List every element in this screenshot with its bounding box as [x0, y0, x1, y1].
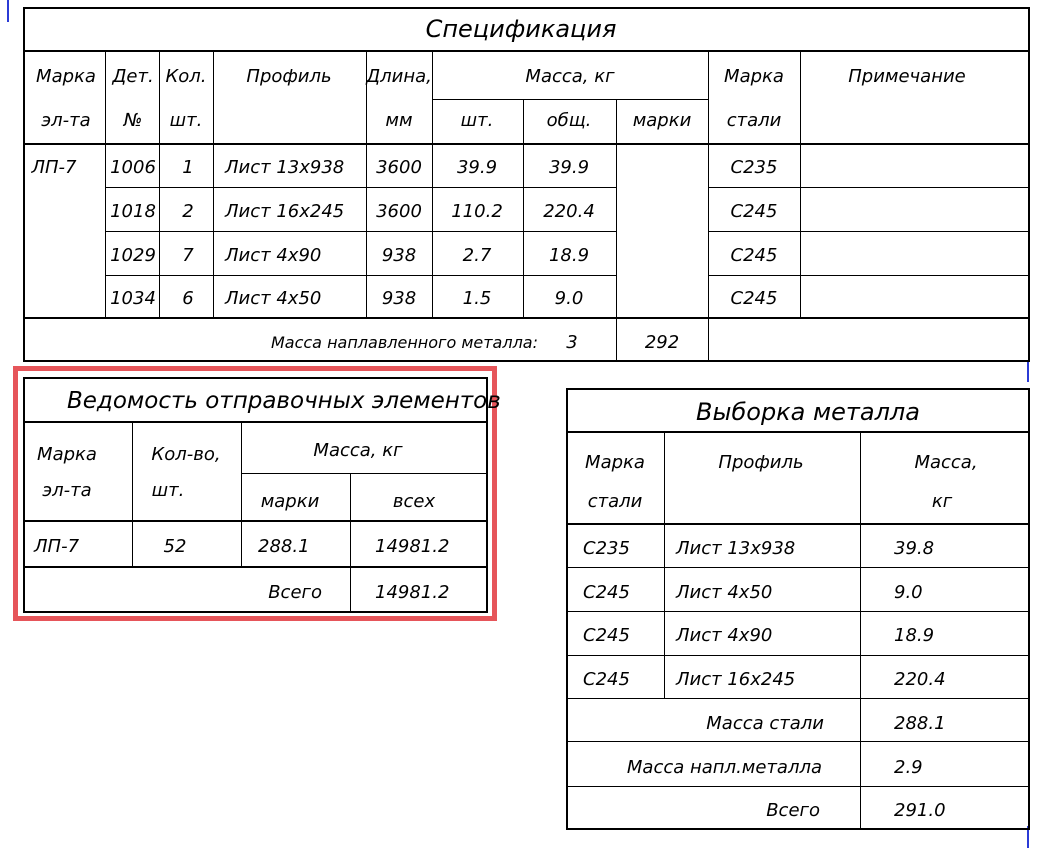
- spec-header-mass-total: общ.: [546, 110, 592, 131]
- spec-row-steel: С235: [730, 157, 778, 178]
- spec-row-profile: Лист 13х938: [225, 157, 345, 178]
- spec-header-note: Примечание: [848, 66, 966, 87]
- spec-row-steel: С245: [730, 288, 778, 309]
- spec-row-mass-total: 39.9: [548, 157, 590, 178]
- spec-row-mass-pc: 1.5: [462, 288, 492, 309]
- shipping-title: Ведомость отправочных элементов: [67, 388, 501, 414]
- spec-title: Спецификация: [425, 15, 617, 43]
- shipping-header-mass: Масса, кг: [313, 440, 403, 461]
- spec-header-mark-2: эл-та: [41, 110, 91, 131]
- shipping-header-qty-2: шт.: [151, 480, 185, 501]
- shipping-total-label: Всего: [268, 582, 322, 603]
- spec-row-mass-pc: 2.7: [462, 245, 492, 266]
- metal-steel-mass-label: Масса стали: [706, 713, 824, 734]
- spec-row-det: 1006: [110, 157, 156, 178]
- metal-weld-label: Масса напл.металла: [626, 757, 822, 778]
- shipping-row-mass-all: 14981.2: [375, 536, 450, 557]
- metal-row-profile: Лист 13х938: [676, 538, 796, 559]
- metal-header-steel-2: стали: [587, 491, 643, 512]
- spec-row-mass-total: 220.4: [543, 201, 595, 222]
- cad-marker-left: [7, 0, 9, 22]
- spec-row-qty: 2: [182, 201, 194, 222]
- metal-total-label: Всего: [766, 800, 820, 821]
- spec-row-mass-total: 9.0: [554, 288, 584, 309]
- metal-row-steel: С245: [583, 582, 630, 603]
- spec-mark: ЛП-7: [31, 157, 77, 178]
- spec-header-profile: Профиль: [246, 66, 332, 87]
- metal-row-mass: 220.4: [894, 669, 946, 690]
- metal-row-mass: 18.9: [894, 625, 935, 646]
- shipping-row-qty: 52: [163, 536, 187, 557]
- metal-row-profile: Лист 4х50: [676, 582, 773, 603]
- spec-weld-value: 3: [566, 332, 578, 353]
- spec-header-steel-2: стали: [726, 110, 782, 131]
- spec-header-length: Длина,: [366, 66, 432, 87]
- metal-header-mass: Масса,: [914, 452, 978, 473]
- spec-row-steel: С245: [730, 245, 778, 266]
- metal-title: Выборка металла: [696, 398, 920, 426]
- spec-row-length: 938: [381, 245, 417, 266]
- metal-row-profile: Лист 16х245: [676, 669, 796, 690]
- shipping-header-mark: Марка: [37, 444, 97, 465]
- spec-row-det: 1018: [110, 201, 156, 222]
- cad-marker-right-top: [1027, 360, 1029, 382]
- spec-header-mass-pc: шт.: [460, 110, 494, 131]
- metal-row-mass: 9.0: [894, 582, 923, 603]
- metal-steel-mass-value: 288.1: [894, 713, 946, 734]
- spec-header-qty-2: шт.: [169, 110, 203, 131]
- spec-row-profile: Лист 4х50: [225, 288, 322, 309]
- spec-header-length-2: мм: [385, 110, 413, 131]
- shipping-header-mass-all: всех: [392, 491, 436, 512]
- spec-row-mass-total: 18.9: [548, 245, 590, 266]
- spec-row-qty: 1: [182, 157, 194, 178]
- metal-header-profile: Профиль: [718, 452, 804, 473]
- metal-row-profile: Лист 4х90: [676, 625, 773, 646]
- metal-row-steel: С235: [583, 538, 630, 559]
- shipping-total-value: 14981.2: [375, 582, 450, 603]
- shipping-row-mark: ЛП-7: [34, 536, 80, 557]
- spec-row-profile: Лист 4х90: [225, 245, 322, 266]
- spec-weld-mark-total: 292: [644, 332, 680, 353]
- metal-row-steel: С245: [583, 669, 630, 690]
- shipping-header-mark-2: эл-та: [42, 480, 92, 501]
- metal-row-steel: С245: [583, 625, 630, 646]
- spec-header-mass: Масса, кг: [525, 66, 615, 87]
- spec-row-length: 3600: [376, 157, 422, 178]
- shipping-header-mass-mark: марки: [260, 491, 320, 512]
- spec-weld-label: Масса наплавленного металла:: [270, 333, 538, 352]
- spec-header-qty: Кол.: [165, 66, 207, 87]
- spec-row-length: 938: [381, 288, 417, 309]
- spec-row-length: 3600: [376, 201, 422, 222]
- spec-row-profile: Лист 16х245: [225, 201, 345, 222]
- metal-row-mass: 39.8: [894, 538, 935, 559]
- spec-row-mass-pc: 110.2: [451, 201, 503, 222]
- spec-row-det: 1029: [110, 245, 156, 266]
- shipping-header-qty: Кол-во,: [151, 444, 221, 465]
- spec-row-qty: 6: [182, 288, 194, 309]
- shipping-row-mass-mark: 288.1: [258, 536, 310, 557]
- spec-border: [23, 7, 1030, 362]
- spec-row-qty: 7: [182, 245, 194, 266]
- spec-row-mass-pc: 39.9: [456, 157, 498, 178]
- metal-total-value: 291.0: [894, 800, 946, 821]
- spec-header-mark: Марка: [36, 66, 96, 87]
- spec-header-det-2: №: [123, 110, 143, 131]
- spec-row-det: 1034: [110, 288, 156, 309]
- metal-header-steel: Марка: [585, 452, 645, 473]
- spec-header-mass-mark: марки: [632, 110, 692, 131]
- metal-weld-value: 2.9: [894, 757, 923, 778]
- spec-header-steel: Марка: [724, 66, 784, 87]
- spec-row-steel: С245: [730, 201, 778, 222]
- spec-header-det: Дет.: [112, 66, 154, 87]
- metal-header-mass-2: кг: [931, 491, 953, 512]
